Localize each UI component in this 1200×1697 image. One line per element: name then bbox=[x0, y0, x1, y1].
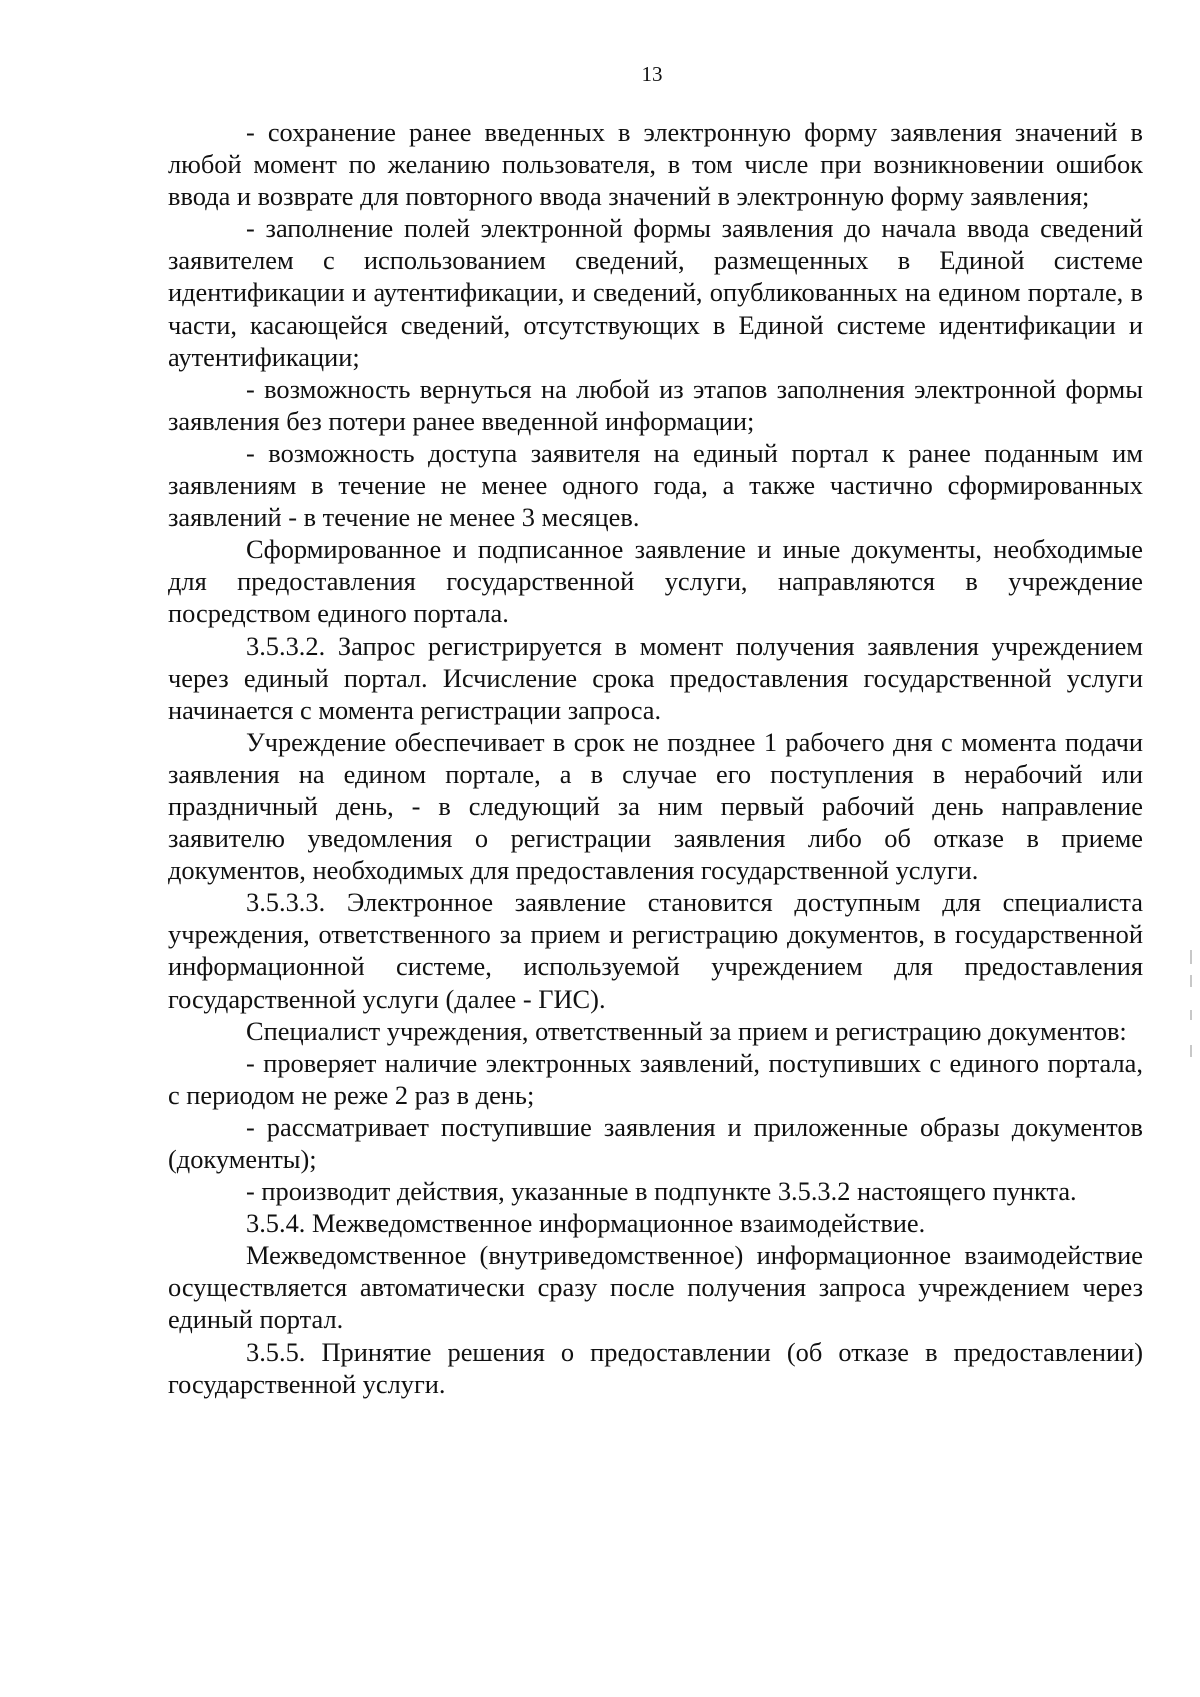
paragraph: - возможность доступа заявителя на единый портал к ранее поданным им заявлениям в течение не менее одного года, а также частично сформированных заявлений - в течение не менее 3 месяцев. bbox=[168, 437, 1143, 533]
scan-edge-mark bbox=[1190, 1010, 1192, 1020]
paragraph: Специалист учреждения, ответственный за прием и регистрацию документов: bbox=[246, 1015, 1127, 1046]
paragraph: - рассматривает поступившие заявления и приложенные образы документов (документы); bbox=[168, 1111, 1143, 1174]
scan-edge-mark bbox=[1190, 1045, 1192, 1057]
paragraph: - заполнение полей электронной формы заявления до начала ввода сведений заявителем с использованием сведений, размещенных в Единой системе идентификации и аутентификации, и сведений, опубликованных на едином портале, в части, касающейся сведений, отсутствующих в Единой системе идентификации и аутентификации; bbox=[168, 213, 1143, 372]
paragraph: 3.5.3.2. Запрос регистрируется в момент получения заявления учреждением через единый портал. Исчисление срока предоставления государственной услуги начинается с момента регистрации запроса. bbox=[168, 630, 1143, 725]
paragraph: 3.5.4. Межведомственное информационное взаимодействие. bbox=[246, 1208, 926, 1239]
scan-edge-mark bbox=[1190, 950, 1192, 964]
scan-edge-mark bbox=[1190, 975, 1192, 987]
paragraph: - производит действия, указанные в подпункте 3.5.3.2 настоящего пункта. bbox=[246, 1176, 1077, 1207]
paragraph: Сформированное и подписанное заявление и иные документы, необходимые для предоставления государственной услуги, направляются в учреждение посредством единого портала. bbox=[168, 534, 1143, 629]
paragraph: 3.5.3.3. Электронное заявление становится доступным для специалиста учреждения, ответственного за прием и регистрацию документов, в государственной информационной системе, используемой учреждением для предоставления государственной услуги (далее - ГИС). bbox=[168, 887, 1143, 1014]
page-number: 13 bbox=[641, 62, 663, 86]
paragraph: - проверяет наличие электронных заявлений, поступивших с единого портала, с периодом не реже 2 раз в день; bbox=[168, 1047, 1143, 1110]
document-body bbox=[168, 116, 1143, 1400]
paragraph: Учреждение обеспечивает в срок не позднее 1 рабочего дня с момента подачи заявления на едином портале, а в случае его поступления в нерабочий или праздничный день, - в следующий за ним первый рабочий день направление заявителю уведомления о регистрации заявления либо об отказе в приеме документов, необходимых для предоставления государственной услуги. bbox=[168, 726, 1143, 886]
paragraph: - возможность вернуться на любой из этапов заполнения электронной формы заявления без потери ранее введенной информации; bbox=[168, 373, 1143, 436]
paragraph: 3.5.5. Принятие решения о предоставлении (об отказе в предоставлении) государственной услуги. bbox=[168, 1336, 1143, 1399]
paragraph: - сохранение ранее введенных в электронную форму заявления значений в любой момент по желанию пользователя, в том числе при возникновении ошибок ввода и возврате для повторного ввода значений в электронную форму заявления; bbox=[168, 117, 1143, 212]
paragraph: Межведомственное (внутриведомственное) информационное взаимодействие осуществляется автоматически сразу после получения запроса учреждением через единый портал. bbox=[168, 1240, 1143, 1335]
